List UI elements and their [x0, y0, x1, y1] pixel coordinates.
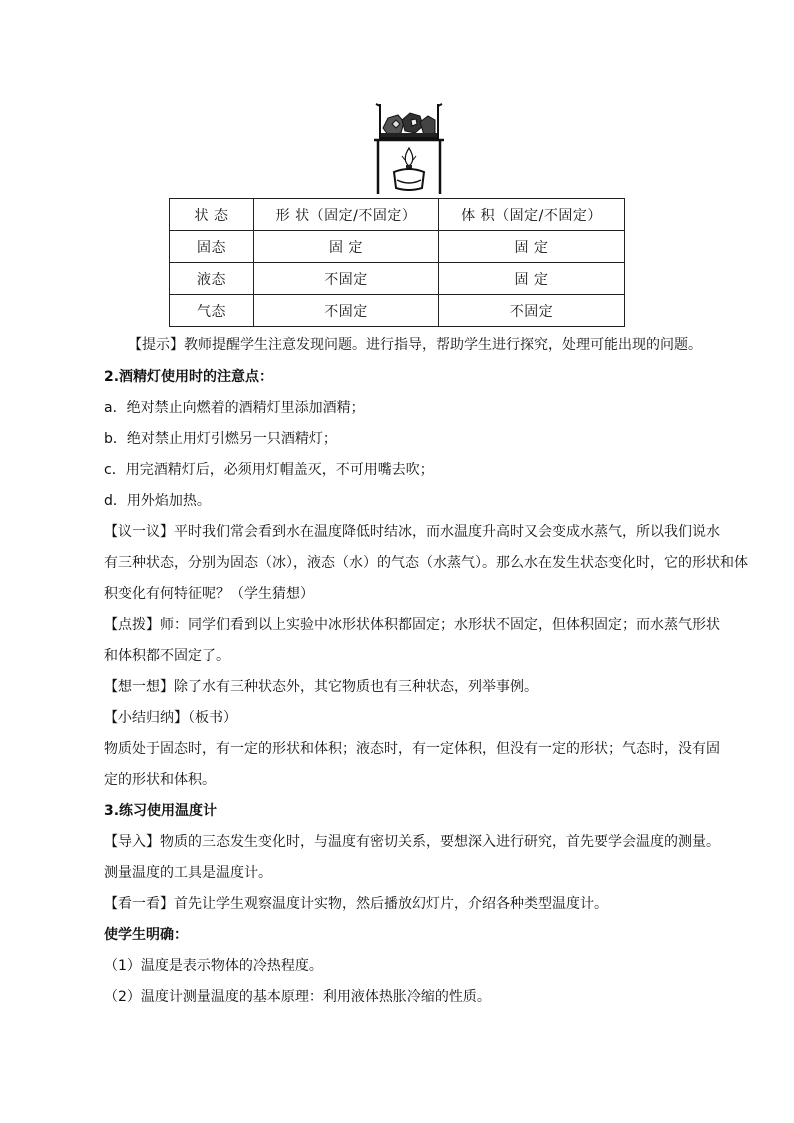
states-table	[169, 198, 625, 327]
list-item: （2）温度计测量温度的基本原理：利用液体热胀冷缩的性质。	[104, 989, 491, 1005]
table-header-cell: 形 状（固定/不固定）	[254, 199, 439, 231]
table-cell: 固 定	[439, 231, 625, 263]
list-item: b．绝对禁止用灯引燃另一只酒精灯；	[104, 431, 337, 447]
table-row	[170, 263, 625, 295]
table-cell: 固 定	[254, 231, 439, 263]
section-2-title: 2.酒精灯使用时的注意点：	[104, 369, 274, 385]
think-paragraph: 【想一想】除了水有三种状态外，其它物质也有三种状态，列举事例。	[104, 679, 538, 695]
point-line: 和体积都不固定了。	[104, 648, 230, 664]
table-cell: 液态	[170, 263, 254, 295]
list-item: a．绝对禁止向燃着的酒精灯里添加酒精；	[104, 400, 365, 416]
table-header-cell: 体 积（固定/不固定）	[439, 199, 625, 231]
look-paragraph: 【看一看】首先让学生观察温度计实物，然后播放幻灯片，介绍各种类型温度计。	[104, 896, 608, 912]
tip-paragraph: 【提示】教师提醒学生注意发现问题。进行指导，帮助学生进行探究，处理可能出现的问题。	[128, 337, 702, 353]
table-cell: 不固定	[254, 295, 439, 327]
beaker-burner-illustration	[368, 100, 450, 196]
summary-title: 【小结归纳】（板书）	[104, 710, 237, 726]
list-item: d．用外焰加热。	[104, 493, 211, 509]
discuss-line: 【议一议】平时我们常会看到水在温度降低时结冰，而水温度升高时又会变成水蒸气，所以我们说水	[104, 524, 720, 540]
list-item: （1）温度是表示物体的冷热程度。	[104, 958, 323, 974]
discuss-line: 积变化有何特征呢？（学生猜想）	[104, 586, 314, 602]
intro-line: 测量温度的工具是温度计。	[104, 865, 272, 881]
summary-line: 物质处于固态时，有一定的形状和体积；液态时，有一定体积，但没有一定的形状；气态时，没有固	[104, 741, 720, 757]
section-3-title: 3.练习使用温度计	[104, 803, 218, 819]
table-cell: 固态	[170, 231, 254, 263]
list-item: c．用完酒精灯后，必须用灯帽盖灭，不可用嘴去吹；	[104, 462, 434, 478]
table-cell: 不固定	[439, 295, 625, 327]
intro-line: 【导入】物质的三态发生变化时，与温度有密切关系，要想深入进行研究，首先要学会温度的测量。	[104, 834, 720, 850]
table-header-row	[170, 199, 625, 231]
discuss-line: 有三种状态，分别为固态（冰），液态（水）的气态（水蒸气）。那么水在发生状态变化时，它的形状和体	[104, 555, 748, 571]
table-cell: 不固定	[254, 263, 439, 295]
table-row	[170, 231, 625, 263]
summary-line: 定的形状和体积。	[104, 772, 216, 788]
table-row	[170, 295, 625, 327]
table-cell: 固 定	[439, 263, 625, 295]
table-header-cell: 状 态	[170, 199, 254, 231]
clarify-title: 使学生明确：	[104, 927, 188, 943]
point-line: 【点拨】师：同学们看到以上实验中冰形状体积都固定；水形状不固定，但体积固定；而水蒸气形状	[104, 617, 720, 633]
table-cell: 气态	[170, 295, 254, 327]
